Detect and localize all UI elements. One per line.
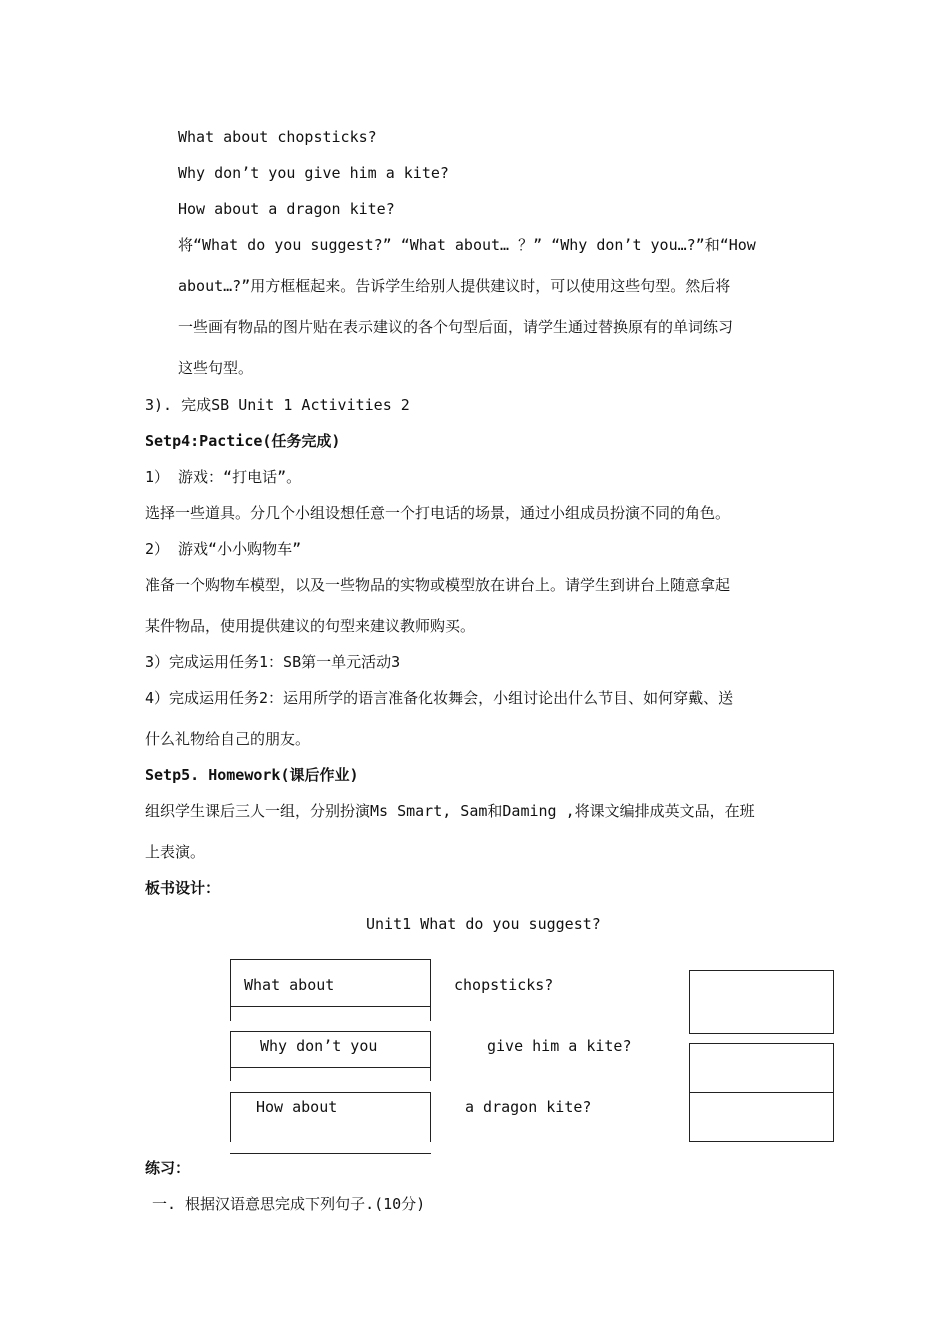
text-line: 4）完成运用任务2：运用所学的语言准备化妆舞会，小组讨论出什么节目、如何穿戴、送 [145,689,734,707]
text-line: Why don’t you give him a kite? [178,164,449,182]
text-line: 选择一些道具。分几个小组设想任意一个打电话的场景，通过小组成员扮演不同的角色。 [145,504,731,522]
box-line [230,1031,231,1081]
box-line [230,1006,431,1007]
text-line: 将“What do you suggest?” “What about… ？” “Why don’t you…?”和“How [178,236,756,254]
text-line: 一些画有物品的图片贴在表示建议的各个句型后面，请学生通过替换原有的单词练习 [178,318,734,336]
box-line [430,1092,431,1142]
board-phrase: What about [244,976,335,994]
box-line [430,1031,431,1081]
board-phrase: How about [256,1098,338,1116]
board-word: give him a kite? [487,1037,632,1055]
exercise-heading: 一. 根据汉语意思完成下列句子.(10分) [152,1195,426,1213]
board-title: Unit1 What do you suggest? [366,915,601,933]
box-line [430,959,431,1021]
text-line: 1） 游戏：“打电话”。 [145,468,302,486]
text-line: 什么礼物给自己的朋友。 [145,730,311,748]
section-heading: Setp5. Homework(课后作业) [145,766,359,784]
box-line [230,1031,431,1032]
text-line: 3）完成运用任务1：SB第一单元活动3 [145,653,401,671]
box-line [230,1092,431,1093]
board-phrase: Why don’t you [260,1037,378,1055]
box-line [230,959,431,960]
text-line: 某件物品，使用提供建议的句型来建议教师购买。 [145,617,476,635]
section-heading: 板书设计： [145,879,221,897]
text-line: What about chopsticks? [178,128,377,146]
board-word: chopsticks? [454,976,554,994]
box-line [230,1092,231,1142]
box-line [230,1153,431,1154]
box-line [230,959,231,1021]
text-line: 这些句型。 [178,359,254,377]
text-line: about…?”用方框框起来。告诉学生给别人提供建议时，可以使用这些句型。然后将 [178,277,731,295]
section-heading: Setp4:Pactice(任务完成) [145,432,341,450]
text-line: 上表演。 [145,843,206,861]
box-line [230,1067,431,1068]
text-line: How about a dragon kite? [178,200,395,218]
text-line: 准备一个购物车模型，以及一些物品的实物或模型放在讲台上。请学生到讲台上随意拿起 [145,576,731,594]
box-line [689,1092,834,1093]
board-word: a dragon kite? [465,1098,592,1116]
section-heading: 练习： [145,1159,191,1177]
picture-box [689,970,834,1034]
text-line: 2） 游戏“小小购物车” [145,540,302,558]
text-line: 组织学生课后三人一组，分别扮演Ms Smart, Sam和Daming ,将课文编排成英文品，在班 [145,802,755,820]
text-line: 3). 完成SB Unit 1 Activities 2 [145,396,410,414]
